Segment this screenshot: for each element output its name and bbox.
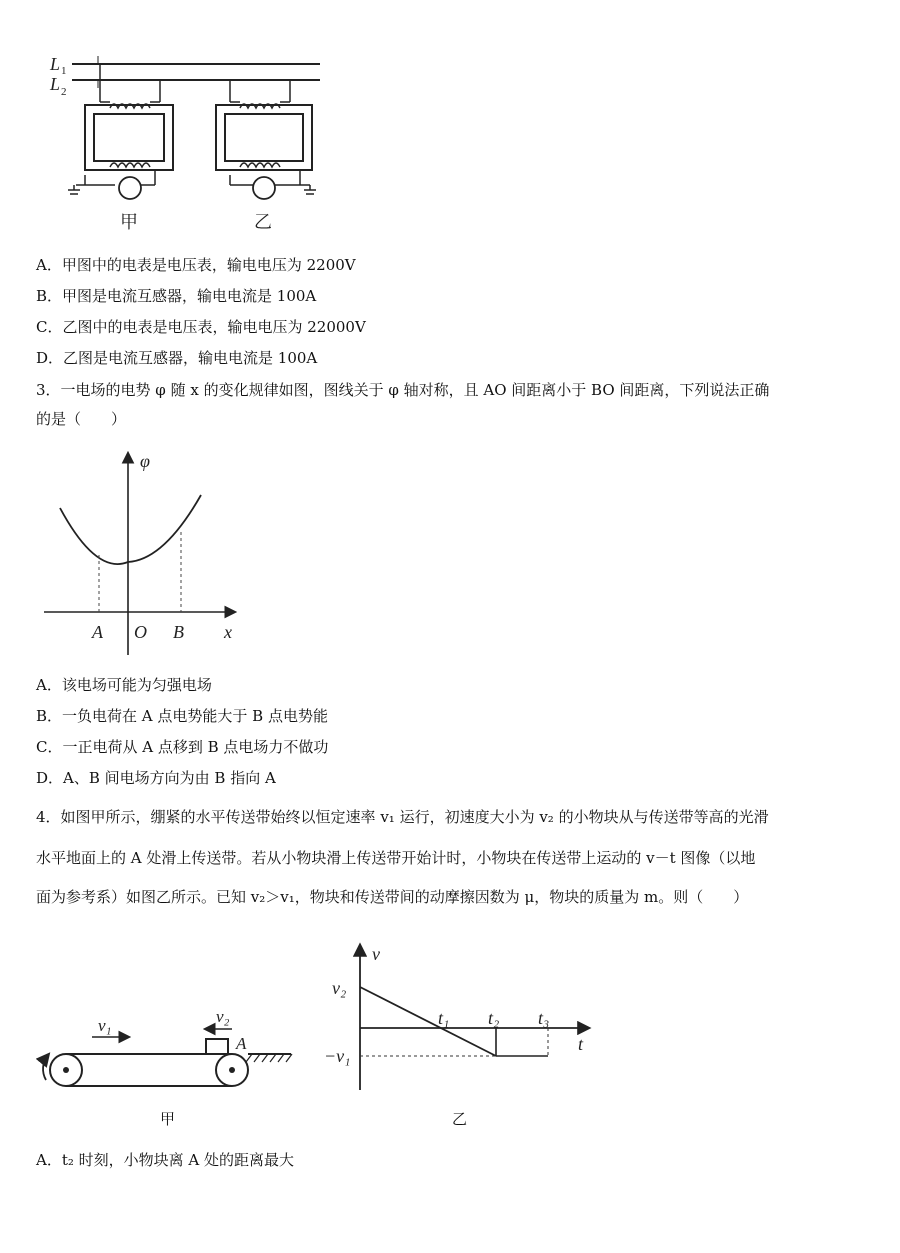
line-l1-sub: 1	[61, 65, 67, 77]
tick-a: A	[92, 622, 103, 642]
q4-stem-line2: 水平地面上的 A 处滑上传送带。若从小物块滑上传送带开始计时，小物块在传送带上运动的 v－t 图像（以地	[36, 849, 756, 867]
line-l2-label: L	[50, 74, 61, 94]
belt-v1-label: v₁	[98, 1016, 112, 1035]
tick-o: O	[134, 622, 147, 642]
phi-axis-label: φ	[140, 451, 150, 471]
t-axis-label: t	[578, 1034, 584, 1054]
belt-caption: 甲	[160, 1110, 176, 1128]
q2-option-c: C．乙图中的电表是电压表，输电电压为 22000V	[36, 318, 366, 336]
t1-label: t₁	[438, 1008, 450, 1028]
q3-stem-line2: 的是（ ）	[36, 410, 127, 428]
neg-v1-label: −v₁	[324, 1046, 351, 1066]
vt-caption: 乙	[452, 1110, 468, 1128]
q2-option-b: B．甲图是电流互感器，输电电流是 100A	[36, 287, 317, 305]
q3-option-c: C．一正电荷从 A 点移到 B 点电场力不做功	[36, 738, 329, 756]
t2-label: t₂	[488, 1008, 500, 1028]
x-axis-label: x	[224, 622, 232, 642]
q3-option-d: D．A、B 间电场方向为由 B 指向 A	[36, 769, 276, 787]
conveyor-belt-figure	[36, 985, 296, 1095]
point-a-label: A	[236, 1034, 247, 1053]
q3-option-a: A．该电场可能为匀强电场	[36, 676, 212, 694]
q4-stem-line3: 面为参考系）如图乙所示。已知 v₂＞v₁，物块和传送带间的动摩擦因数为 μ，物块的质量为 m。则（ ）	[36, 888, 749, 906]
block-v2-label: v₂	[216, 1007, 230, 1026]
q3-option-b: B．一负电荷在 A 点电势能大于 B 点电势能	[36, 707, 328, 725]
line-l1-label: L	[50, 54, 61, 74]
caption-yi: 乙	[254, 212, 272, 232]
vt-graph	[320, 940, 600, 1100]
q3-stem-line1: 3．一电场的电势 φ 随 x 的变化规律如图，图线关于 φ 轴对称，且 AO 间距离小于 BO 间距离，下列说法正确	[36, 381, 770, 399]
potential-graph	[36, 440, 246, 660]
t3-label: t₃	[538, 1008, 550, 1028]
line-l2-sub: 2	[61, 86, 67, 98]
transformer-figure	[40, 40, 340, 240]
v-axis-label: v	[372, 944, 380, 964]
v2-label: v₂	[332, 978, 347, 998]
q4-stem-line1: 4．如图甲所示，绷紧的水平传送带始终以恒定速率 v₁ 运行，初速度大小为 v₂ 的小物块从与传送带等高的光滑	[36, 808, 769, 826]
q2-option-d: D．乙图是电流互感器，输电电流是 100A	[36, 349, 318, 367]
transformer-jia	[68, 64, 173, 199]
q2-option-a: A．甲图中的电表是电压表，输电电压为 2200V	[36, 256, 356, 274]
transformer-yi	[216, 80, 316, 199]
tick-b: B	[173, 622, 184, 642]
q4-option-a: A．t₂ 时刻，小物块离 A 处的距离最大	[36, 1151, 295, 1169]
caption-jia: 甲	[120, 212, 138, 232]
